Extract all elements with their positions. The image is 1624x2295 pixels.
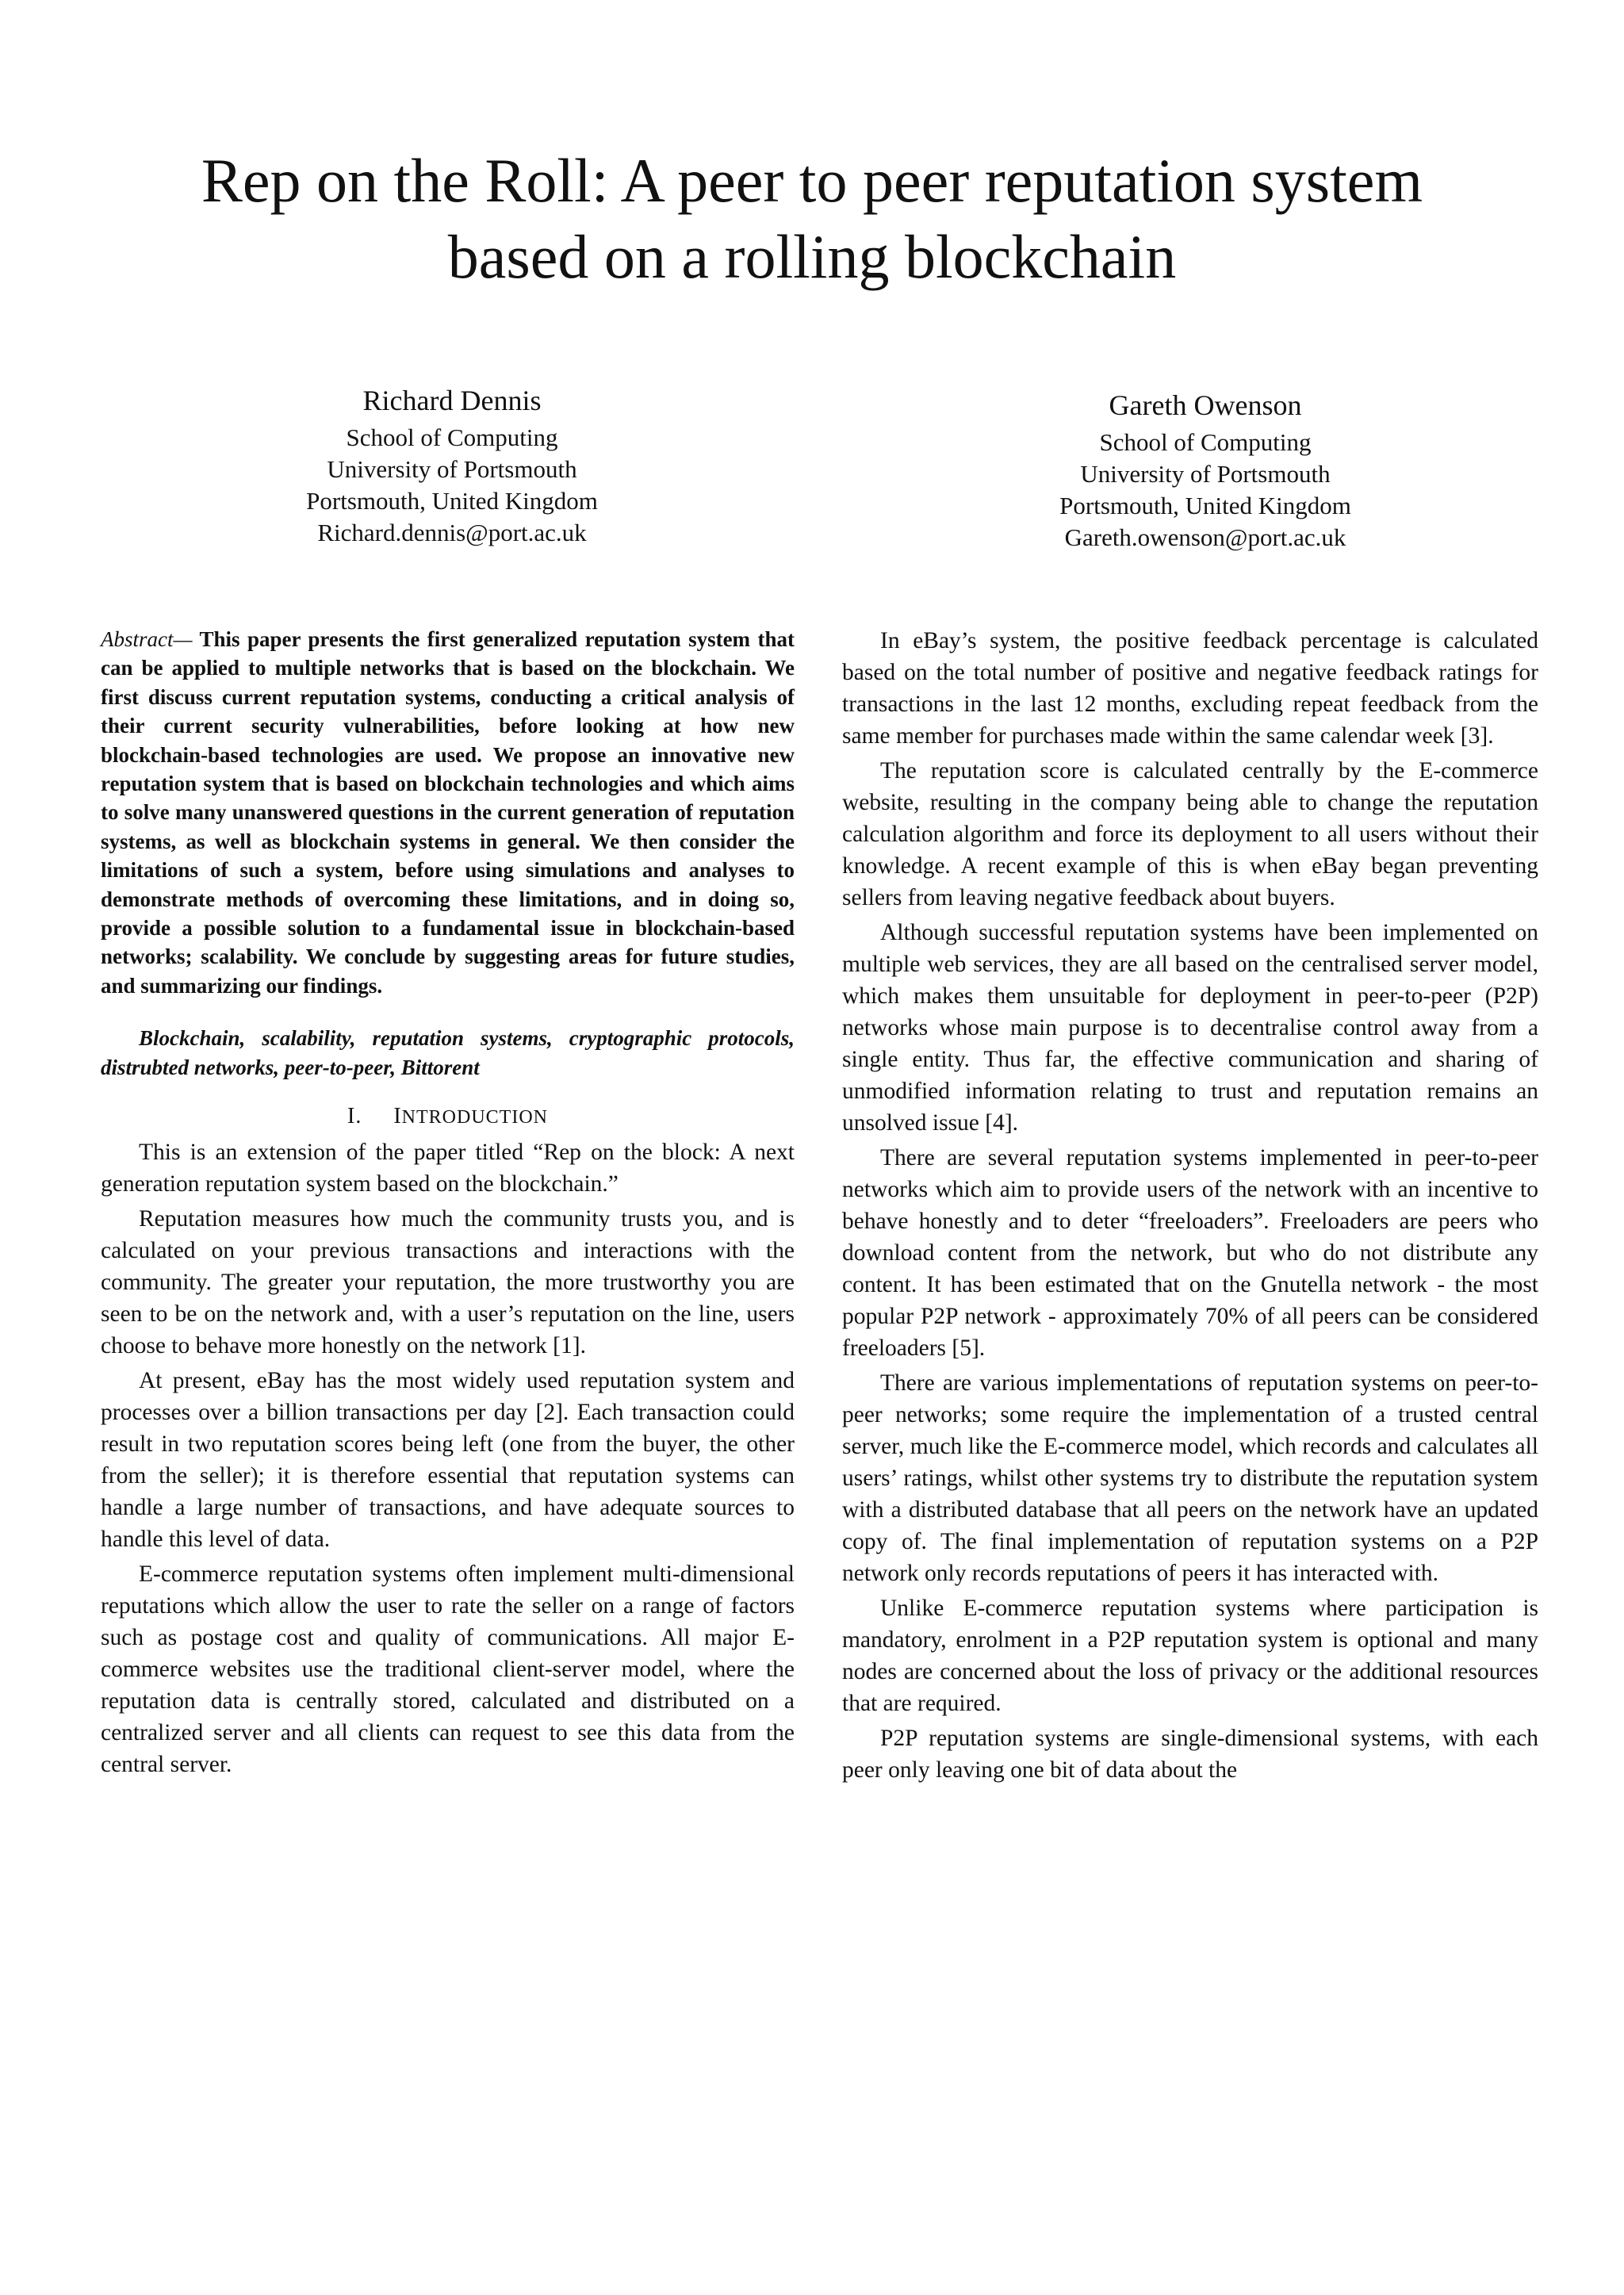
section-heading-introduction — [101, 1101, 795, 1133]
author-university: University of Portsmouth — [327, 455, 577, 483]
author-name: Gareth Owenson — [1109, 389, 1302, 421]
paper-title-line-2: based on a rolling blockchain — [447, 222, 1177, 291]
author-department: School of Computing — [346, 423, 558, 451]
section-number: I. — [347, 1104, 362, 1129]
abstract-text: This paper presents the first generalized reputation system that can be applied to multiple networks that is based on the blockchain. We first discuss current reputation systems, conducting a critical analysis of their current security vulnerabilities, before looking at how new blockchain-based technologies are used. We propose an innovative new reputation system that is based on blockchain technologies and which aims to solve many unanswered questions in the current generation of reputation systems, as well as blockchain systems in general. We then consider the limitations of such a system, before using simulations and analyses to demonstrate methods of overcoming these limitations, and in doing so, provide a possible solution to a fundamental issue in blockchain-based networks; scalability. We conclude by suggesting areas for future studies, and summarizing our findings. — [101, 627, 795, 998]
author-location: Portsmouth, United Kingdom — [306, 487, 598, 515]
author-name: Richard Dennis — [362, 385, 542, 416]
author-department: School of Computing — [1099, 428, 1312, 456]
paragraph: Reputation measures how much the community trusts you, and is calculated on your previous transactions and interactions with the community. The greater your reputation, the more trustworthy you are seen to be on the network and, with a user’s reputation on the line, users choose to behave more honestly on the network [1]. — [101, 1206, 795, 1359]
author-email: Gareth.owenson@port.ac.uk — [1064, 523, 1346, 551]
paper-title-line-1: Rep on the Roll: A peer to peer reputation system — [201, 146, 1423, 215]
paragraph: The reputation score is calculated centrally by the E-commerce website, resulting in the company being able to change the reputation calculation algorithm and force its deployment to all users without their knowledge. A recent example of this is when eBay began preventing sellers from leaving negative feedback about buyers. — [842, 758, 1538, 910]
author-block-1 — [230, 381, 674, 549]
paragraph: P2P reputation systems are single-dimensional systems, with each peer only leaving one bit of data about the — [842, 1726, 1538, 1783]
author-location: Portsmouth, United Kingdom — [1059, 492, 1351, 519]
author-email: Richard.dennis@port.ac.uk — [317, 519, 587, 546]
paragraph: There are various implementations of reputation systems on peer-to-peer networks; some require the implementation of a trusted central server, much like the E-commerce model, which records and calculates all users’ ratings, whilst other systems try to distribute the reputation system with a distributed database that all peers on the network have an updated copy of. The final implementation of reputation systems on a P2P network only records reputations of peers it has interacted with. — [842, 1370, 1538, 1586]
paragraph: In eBay’s system, the positive feedback percentage is calculated based on the total number of positive and negative feedback ratings for transactions in the last 12 months, excluding repeat feedback from the same member for purchases made within the same calendar week [3]. — [842, 628, 1538, 749]
right-column — [842, 625, 1538, 1789]
author-university: University of Portsmouth — [1080, 460, 1331, 488]
author-block-2 — [983, 385, 1427, 554]
section-title-initial: I — [393, 1104, 402, 1129]
paragraph: There are several reputation systems implemented in peer-to-peer networks which aim to provide users of the network with an incentive to behave honestly and to deter “freeloaders”. Freeloaders are peers who download content from the network, but who do not distribute any content. It has been estimated that on the Gnutella network - the most popular P2P network - approximately 70% of all peers can be considered freeloaders [5]. — [842, 1145, 1538, 1361]
abstract — [101, 625, 795, 1000]
paper-title — [119, 143, 1505, 295]
paragraph: Although successful reputation systems have been implemented on multiple web services, they are all based on the centralised server model, which makes them unsuitable for deployment in peer-to-peer (P2P) networks whose main purpose is to decentralise control away from a single entity. Thus far, the effective communication and sharing of unmodified information relating to trust and reputation remains an unsolved issue [4]. — [842, 920, 1538, 1136]
section-title-rest: NTRODUCTION — [401, 1107, 548, 1128]
paragraph: Unlike E-commerce reputation systems where participation is mandatory, enrolment in a P2P reputation system is optional and many nodes are concerned about the loss of privacy or the additional resources that are required. — [842, 1596, 1538, 1716]
paragraph: At present, eBay has the most widely used reputation system and processes over a billion transactions per day [2]. Each transaction could result in two reputation scores being left (one from the buyer, the other from the seller); it is therefore essential that reputation systems can handle a large number of transactions, and have adequate sources to handle this level of data. — [101, 1368, 795, 1553]
left-column — [101, 625, 795, 1784]
abstract-label: Abstract— — [101, 627, 193, 651]
index-terms: Blockchain, scalability, reputation systems, cryptographic protocols, distrubted networks, peer-to-peer, Bittorent — [101, 1026, 795, 1079]
paragraph: E-commerce reputation systems often implement multi-dimensional reputations which allow the user to rate the seller on a range of factors such as postage cost and quality of communications. All major E-commerce websites use the traditional client-server model, where the reputation data is centrally stored, calculated and distributed on a centralized server and all clients can request to see this data from the central server. — [101, 1561, 795, 1778]
paragraph: This is an extension of the paper titled “Rep on the block: A next generation reputation system based on the blockchain.” — [101, 1140, 795, 1197]
